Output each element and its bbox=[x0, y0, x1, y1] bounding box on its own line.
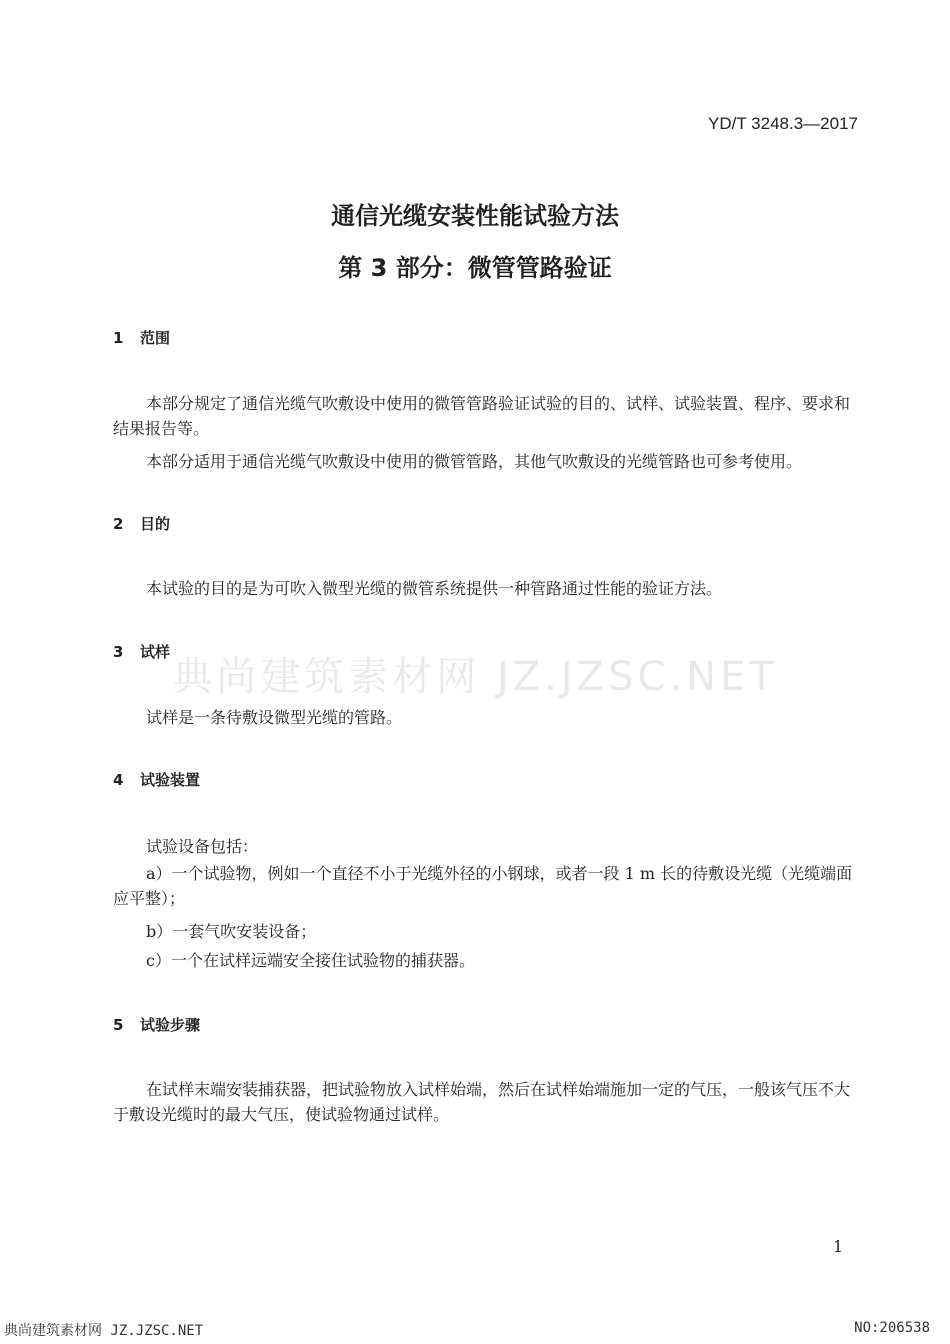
section-heading-scope bbox=[113, 327, 170, 348]
document-title: 通信光缆安装性能试验方法 bbox=[331, 202, 619, 230]
footer-document-id: NO:206538 bbox=[854, 1320, 930, 1336]
list-intro: 试验设备包括： bbox=[146, 837, 259, 856]
paragraph: 试样是一条待敷设微型光缆的管路。 bbox=[146, 708, 403, 727]
list-item: a）一个试验物，例如一个直径不小于光缆外径的小钢球，或者一段 1 m 长的待敷设光缆（光缆端面应平整）； bbox=[113, 864, 853, 908]
page-number: 1 bbox=[833, 1237, 844, 1256]
section-title: 试样 bbox=[140, 643, 171, 661]
list-item: b）一套气吹安装设备； bbox=[146, 922, 317, 941]
section-number: 2 bbox=[113, 515, 124, 533]
footer-site-name: 典尚建筑素材网 JZ.JZSC.NET bbox=[4, 1323, 204, 1339]
section-number: 3 bbox=[113, 643, 124, 661]
section-title: 试验步骤 bbox=[140, 1016, 201, 1034]
paragraph: 本部分适用于通信光缆气吹敷设中使用的微管管路，其他气吹敷设的光缆管路也可参考使用。 bbox=[146, 452, 803, 471]
watermark: 典尚建筑素材网 JZ.JZSC.NET bbox=[172, 654, 778, 700]
section-number: 5 bbox=[113, 1016, 124, 1034]
section-title: 目的 bbox=[140, 515, 171, 533]
section-heading-procedure bbox=[113, 1014, 200, 1035]
document-number: YD/T 3248.3—2017 bbox=[708, 114, 858, 133]
section-title: 范围 bbox=[140, 329, 171, 347]
list-item: c）一个在试样远端安全接住试验物的捕获器。 bbox=[146, 951, 475, 970]
paragraph: 本试验的目的是为可吹入微型光缆的微管系统提供一种管路通过性能的验证方法。 bbox=[146, 579, 723, 598]
section-title: 试验装置 bbox=[140, 771, 201, 789]
document-subtitle: 第 3 部分：微管管路验证 bbox=[338, 254, 612, 282]
section-number: 1 bbox=[113, 329, 124, 347]
section-heading-apparatus bbox=[113, 769, 200, 790]
paragraph: 在试样末端安装捕获器，把试验物放入试样始端，然后在试样始端施加一定的气压，一般该气压不大于敷设光缆时的最大气压，使试验物通过试样。 bbox=[113, 1080, 851, 1124]
paragraph: 本部分规定了通信光缆气吹敷设中使用的微管管路验证试验的目的、试样、试验装置、程序、要求和结果报告等。 bbox=[113, 394, 851, 438]
section-heading-purpose bbox=[113, 513, 170, 534]
section-number: 4 bbox=[113, 771, 124, 789]
